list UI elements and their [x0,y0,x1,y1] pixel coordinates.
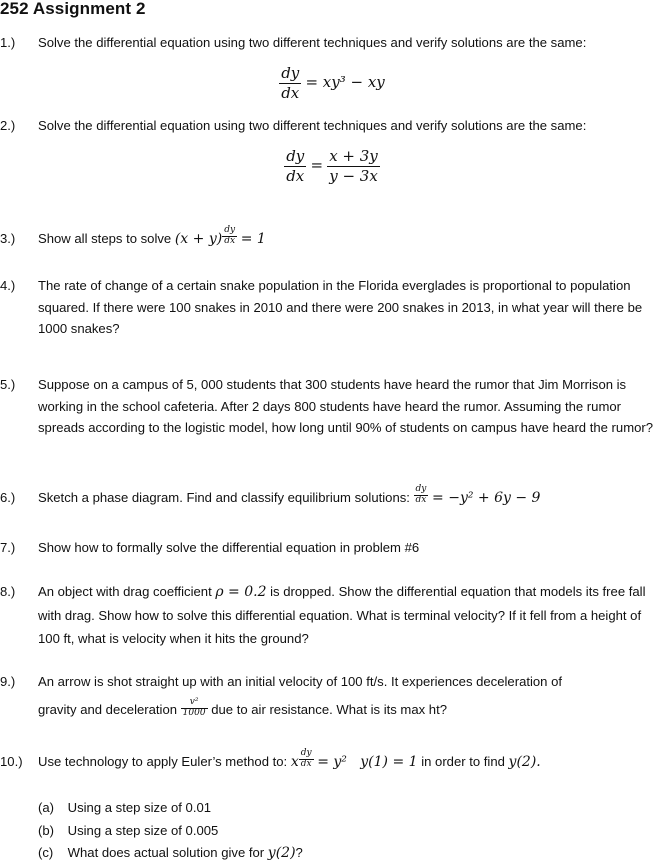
question-7 [0,537,664,559]
part-b [38,823,218,838]
question-number: 8.) [0,584,16,599]
rhs-denominator: y − 3x [329,166,378,185]
deriv-numerator: dy [300,748,312,759]
equals-sign: = [310,156,324,175]
question-text-continued: in order to find [421,754,505,769]
deriv-denominator: dx [286,166,305,185]
question-number: 6.) [0,490,16,505]
question-number: 1.) [0,35,16,50]
equation-2 [0,147,664,186]
question-1 [0,32,664,56]
part-label: (c) [38,845,54,860]
part-label: (a) [38,800,55,815]
question-number: 9.) [0,674,16,689]
question-4 [0,275,664,341]
question-text: Show all steps to solve [38,231,172,246]
question-2 [0,115,664,139]
deriv-denominator: dx [281,83,300,102]
part-text: Using a step size of 0.005 [67,823,219,838]
equation-lhs: (x + y) [174,231,223,247]
part-a [38,800,211,815]
question-text: An object with drag coefficient [38,584,212,599]
rhs-numerator: x + 3y [329,147,378,165]
question-text-continued: is dropped. Show the differential equation that models its free fall with drag. Show how to solve this differential equation. What is terminal velocity? If it fell from a height of 100 ft, what is velocity when it hits the ground? [38,584,646,646]
question-text: Solve the differential equation using two different techniques and verify solutions are the same: [38,35,587,50]
equation-rhs: = −y² + 6y − 9 [432,490,541,506]
part-label: (b) [38,823,55,838]
question-number: 7.) [0,540,16,555]
target-value: y(2). [508,754,541,770]
question-number: 10.) [0,754,23,769]
question-3 [0,225,664,254]
equation-rhs: = y² y(1) = 1 [317,754,418,770]
question-text-continued: gravity and deceleration [38,701,178,717]
deriv-denominator: dx [224,236,236,247]
question-9 [0,671,664,731]
question-10 [0,748,664,777]
deriv-numerator: dy [415,484,427,495]
question-text: Suppose on a campus of 5, 000 students that 300 students have heard the rumor that Jim Morrison is working in the school cafeteria. After 2 days 800 students have heard the rumor. Assuming the rumor spreads according to the logistic model, how long until 90% of students on campus have heard the rumor? [38,377,654,435]
question-number: 2.) [0,118,16,133]
question-number: 3.) [0,231,16,246]
part-c [38,845,303,861]
equation-x: x [290,754,299,770]
deriv-denominator: dx [415,495,427,506]
question-text: Use technology to apply Euler’s method to: [38,754,288,769]
question-6 [0,484,664,513]
fraction-numerator: v² [181,698,208,709]
question-text: An arrow is shot straight up with an initial velocity of 100 ft/s. It experiences deceleration of [38,674,563,689]
question-text: Solve the differential equation using two different techniques and verify solutions are the same: [38,118,587,133]
part-end: ? [295,845,303,860]
deriv-numerator: dy [281,64,300,82]
question-8 [0,580,664,650]
part-math: y(2) [267,845,296,861]
question-text: Sketch a phase diagram. Find and classify equilibrium solutions: [38,490,410,505]
question-text: The rate of change of a certain snake population in the Florida everglades is proportional to population squared. If there were 100 snakes in 2010 and there were 200 snakes in 2013, in what year will there be 1000 snakes? [38,278,643,336]
page-title: 252 Assignment 2 [0,0,146,18]
equation-1 [0,64,664,103]
equation-rhs: = xy³ − xy [305,73,385,92]
question-5 [0,374,664,462]
question-number: 4.) [0,278,16,293]
part-text: What does actual solution give for [67,845,265,860]
question-number: 5.) [0,377,16,392]
part-text: Using a step size of 0.01 [67,800,212,815]
deriv-numerator: dy [286,147,305,165]
question-text-end: due to air resistance. What is its max ht? [211,701,448,717]
question-text: Show how to formally solve the differential equation in problem #6 [38,540,420,555]
deriv-numerator: dy [224,225,236,236]
equation-rhs: = 1 [240,231,266,247]
deriv-denominator: dx [300,759,312,770]
drag-coefficient: ρ = 0.2 [215,584,267,600]
fraction-denominator: 1000 [182,707,206,718]
